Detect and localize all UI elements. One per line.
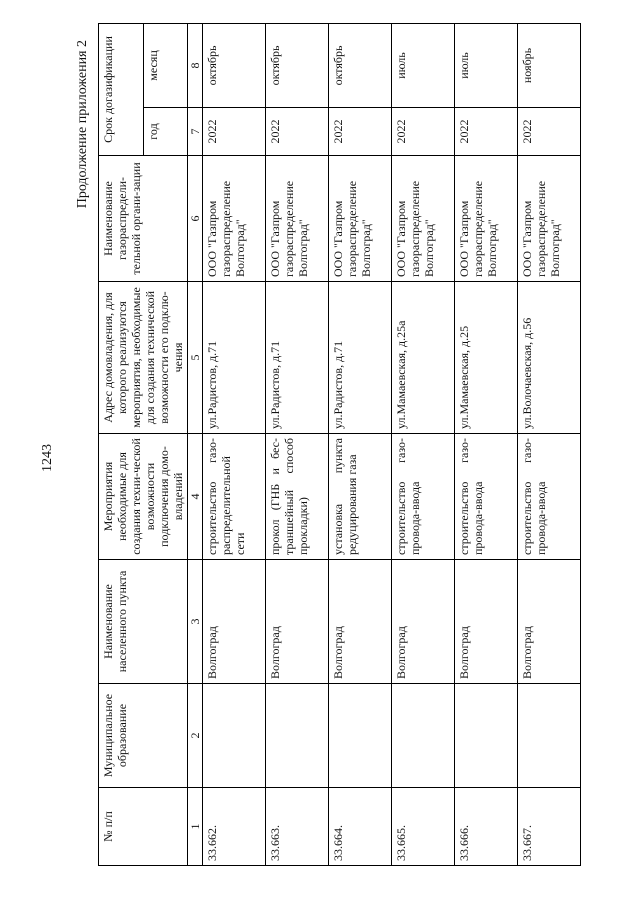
month-cell: июль [455, 23, 518, 107]
header-num: № п/п [99, 788, 188, 866]
column-number: 6 [188, 156, 203, 282]
column-number: 5 [188, 282, 203, 434]
address-cell: ул.Радистов, д.71 [203, 282, 266, 434]
header-month: месяц [143, 23, 188, 107]
column-number: 3 [188, 560, 203, 684]
year-cell: 2022 [329, 108, 392, 156]
year-cell: 2022 [203, 108, 266, 156]
measure-cell: установка пункта редуцирования газа [329, 434, 392, 560]
org-cell: ООО "Газпром газораспределение Волгоград" [266, 156, 329, 282]
column-number: 7 [188, 108, 203, 156]
month-cell: октябрь [203, 23, 266, 107]
measure-cell: строительство газо-распределительной сети [203, 434, 266, 560]
municipality-cell [329, 684, 392, 788]
locality-cell: Волгоград [518, 560, 581, 684]
header-deadline: Срок догазификации [99, 23, 144, 155]
year-cell: 2022 [266, 108, 329, 156]
municipality-cell [203, 684, 266, 788]
table-row [266, 23, 329, 865]
year-cell: 2022 [392, 108, 455, 156]
column-number: 4 [188, 434, 203, 560]
municipality-cell [455, 684, 518, 788]
header-address: Адрес домовладения, для которого реализуются мероприятия, необходимые для создания технической возможности его подклю-чения [99, 282, 188, 434]
table-row [392, 23, 455, 865]
locality-cell: Волгоград [329, 560, 392, 684]
year-cell: 2022 [455, 108, 518, 156]
org-cell: ООО "Газпром газораспределение Волгоград" [455, 156, 518, 282]
table-row [203, 23, 266, 865]
municipality-cell [392, 684, 455, 788]
address-cell: ул.Мамаевская, д.25 [455, 282, 518, 434]
column-number: 2 [188, 684, 203, 788]
continuation-caption: Продолжение приложения 2 [75, 40, 90, 209]
page-number: 1243 [40, 444, 55, 472]
month-cell: июль [392, 23, 455, 107]
table-row [455, 23, 518, 865]
org-cell: ООО "Газпром газораспределение Волгоград" [203, 156, 266, 282]
header-org: Наименование газораспредели-тельной органи-зации [99, 156, 188, 282]
locality-cell: Волгоград [392, 560, 455, 684]
locality-cell: Волгоград [455, 560, 518, 684]
address-cell: ул.Мамаевская, д.25а [392, 282, 455, 434]
row-number: 33.663. [266, 788, 329, 866]
municipality-cell [518, 684, 581, 788]
month-cell: октябрь [266, 23, 329, 107]
org-cell: ООО "Газпром газораспределение Волгоград" [518, 156, 581, 282]
measure-cell: строительство газо-провода-ввода [392, 434, 455, 560]
row-number: 33.667. [518, 788, 581, 866]
locality-cell: Волгоград [266, 560, 329, 684]
row-number: 33.664. [329, 788, 392, 866]
address-cell: ул.Радистов, д.71 [329, 282, 392, 434]
row-number: 33.662. [203, 788, 266, 866]
year-cell: 2022 [518, 108, 581, 156]
measure-cell: прокол (ГНБ и бес-траншейный способ прокладки) [266, 434, 329, 560]
municipality-cell [266, 684, 329, 788]
locality-cell: Волгоград [203, 560, 266, 684]
table-row [518, 23, 581, 865]
address-cell: ул.Радистов, д.71 [266, 282, 329, 434]
month-cell: ноябрь [518, 23, 581, 107]
gasification-table [98, 23, 581, 866]
column-number: 1 [188, 788, 203, 866]
row-number: 33.666. [455, 788, 518, 866]
org-cell: ООО "Газпром газораспределение Волгоград" [329, 156, 392, 282]
column-number: 8 [188, 23, 203, 107]
row-number: 33.665. [392, 788, 455, 866]
header-year: год [143, 108, 188, 156]
rotated-page [70, 20, 610, 880]
month-cell: октябрь [329, 23, 392, 107]
table-row [329, 23, 392, 865]
measure-cell: строительство газо-провода-ввода [518, 434, 581, 560]
header-measures: Мероприятия необходимые для создания техни-ческой возможности подключения домо-владений [99, 434, 188, 560]
address-cell: ул.Волочаевская, д.56 [518, 282, 581, 434]
header-locality: Наименование населенного пункта [99, 560, 188, 684]
header-municipality: Муниципальное образование [99, 684, 188, 788]
measure-cell: строительство газо-провода-ввода [455, 434, 518, 560]
org-cell: ООО "Газпром газораспределение Волгоград" [392, 156, 455, 282]
